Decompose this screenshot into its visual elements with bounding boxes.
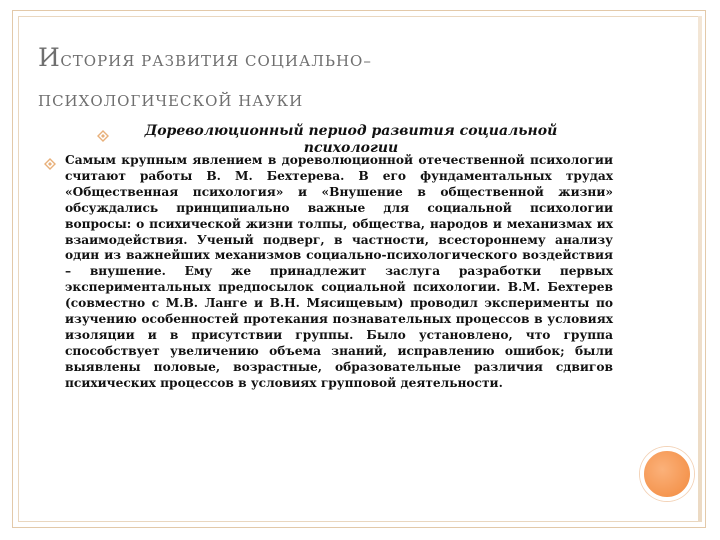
- title-line-2: [38, 81, 638, 121]
- title-line-1-text: СТОРИЯ РАЗВИТИЯ СОЦИАЛЬНО–: [60, 52, 372, 70]
- orange-circle-decoration: [640, 447, 694, 501]
- title-line-2-text: ПСИХОЛОГИЧЕСКОЙ НАУКИ: [38, 92, 304, 110]
- diamond-bullet-icon: [97, 130, 109, 142]
- title-line-1: [38, 38, 638, 81]
- slide-side-bar: [698, 16, 702, 522]
- slide-title: [38, 38, 638, 121]
- title-initial: И: [38, 43, 61, 72]
- body-paragraph: Самым крупным явлением в дореволюционной отечественной психологии считают работы В. М. Бехтерева. В его фундаментальных трудах «Общественная психология» и «Внушение в общественной жизни» обсуждались принципиально важные для социальной психологии вопросы: о психической жизни толпы, общества, народов и механизмах их взаимодействия. Ученый подверг, в частности, всестороннему анализу один из важнейших механизмов социально-психологического воздействия – внушение. Ему же принадлежит заслуга разработки первых экспериментальных предпосылок социальной психологии. В.М. Бехтерев (совместно с М.В. Ланге и В.Н. Мясищевым) проводил эксперименты по изучению особенностей протекания познавательных процессов в условиях изоляции и в присутствии группы. Было установлено, что группа способствует увеличению объема знаний, исправлению ошибок; были выявлены половые, возрастные, образовательные различия сдвигов психических процессов в условиях групповой деятельности.: [65, 153, 613, 390]
- subheading: Дореволюционный период развития социальной психологии: [144, 123, 558, 156]
- diamond-bullet-icon: [44, 158, 56, 170]
